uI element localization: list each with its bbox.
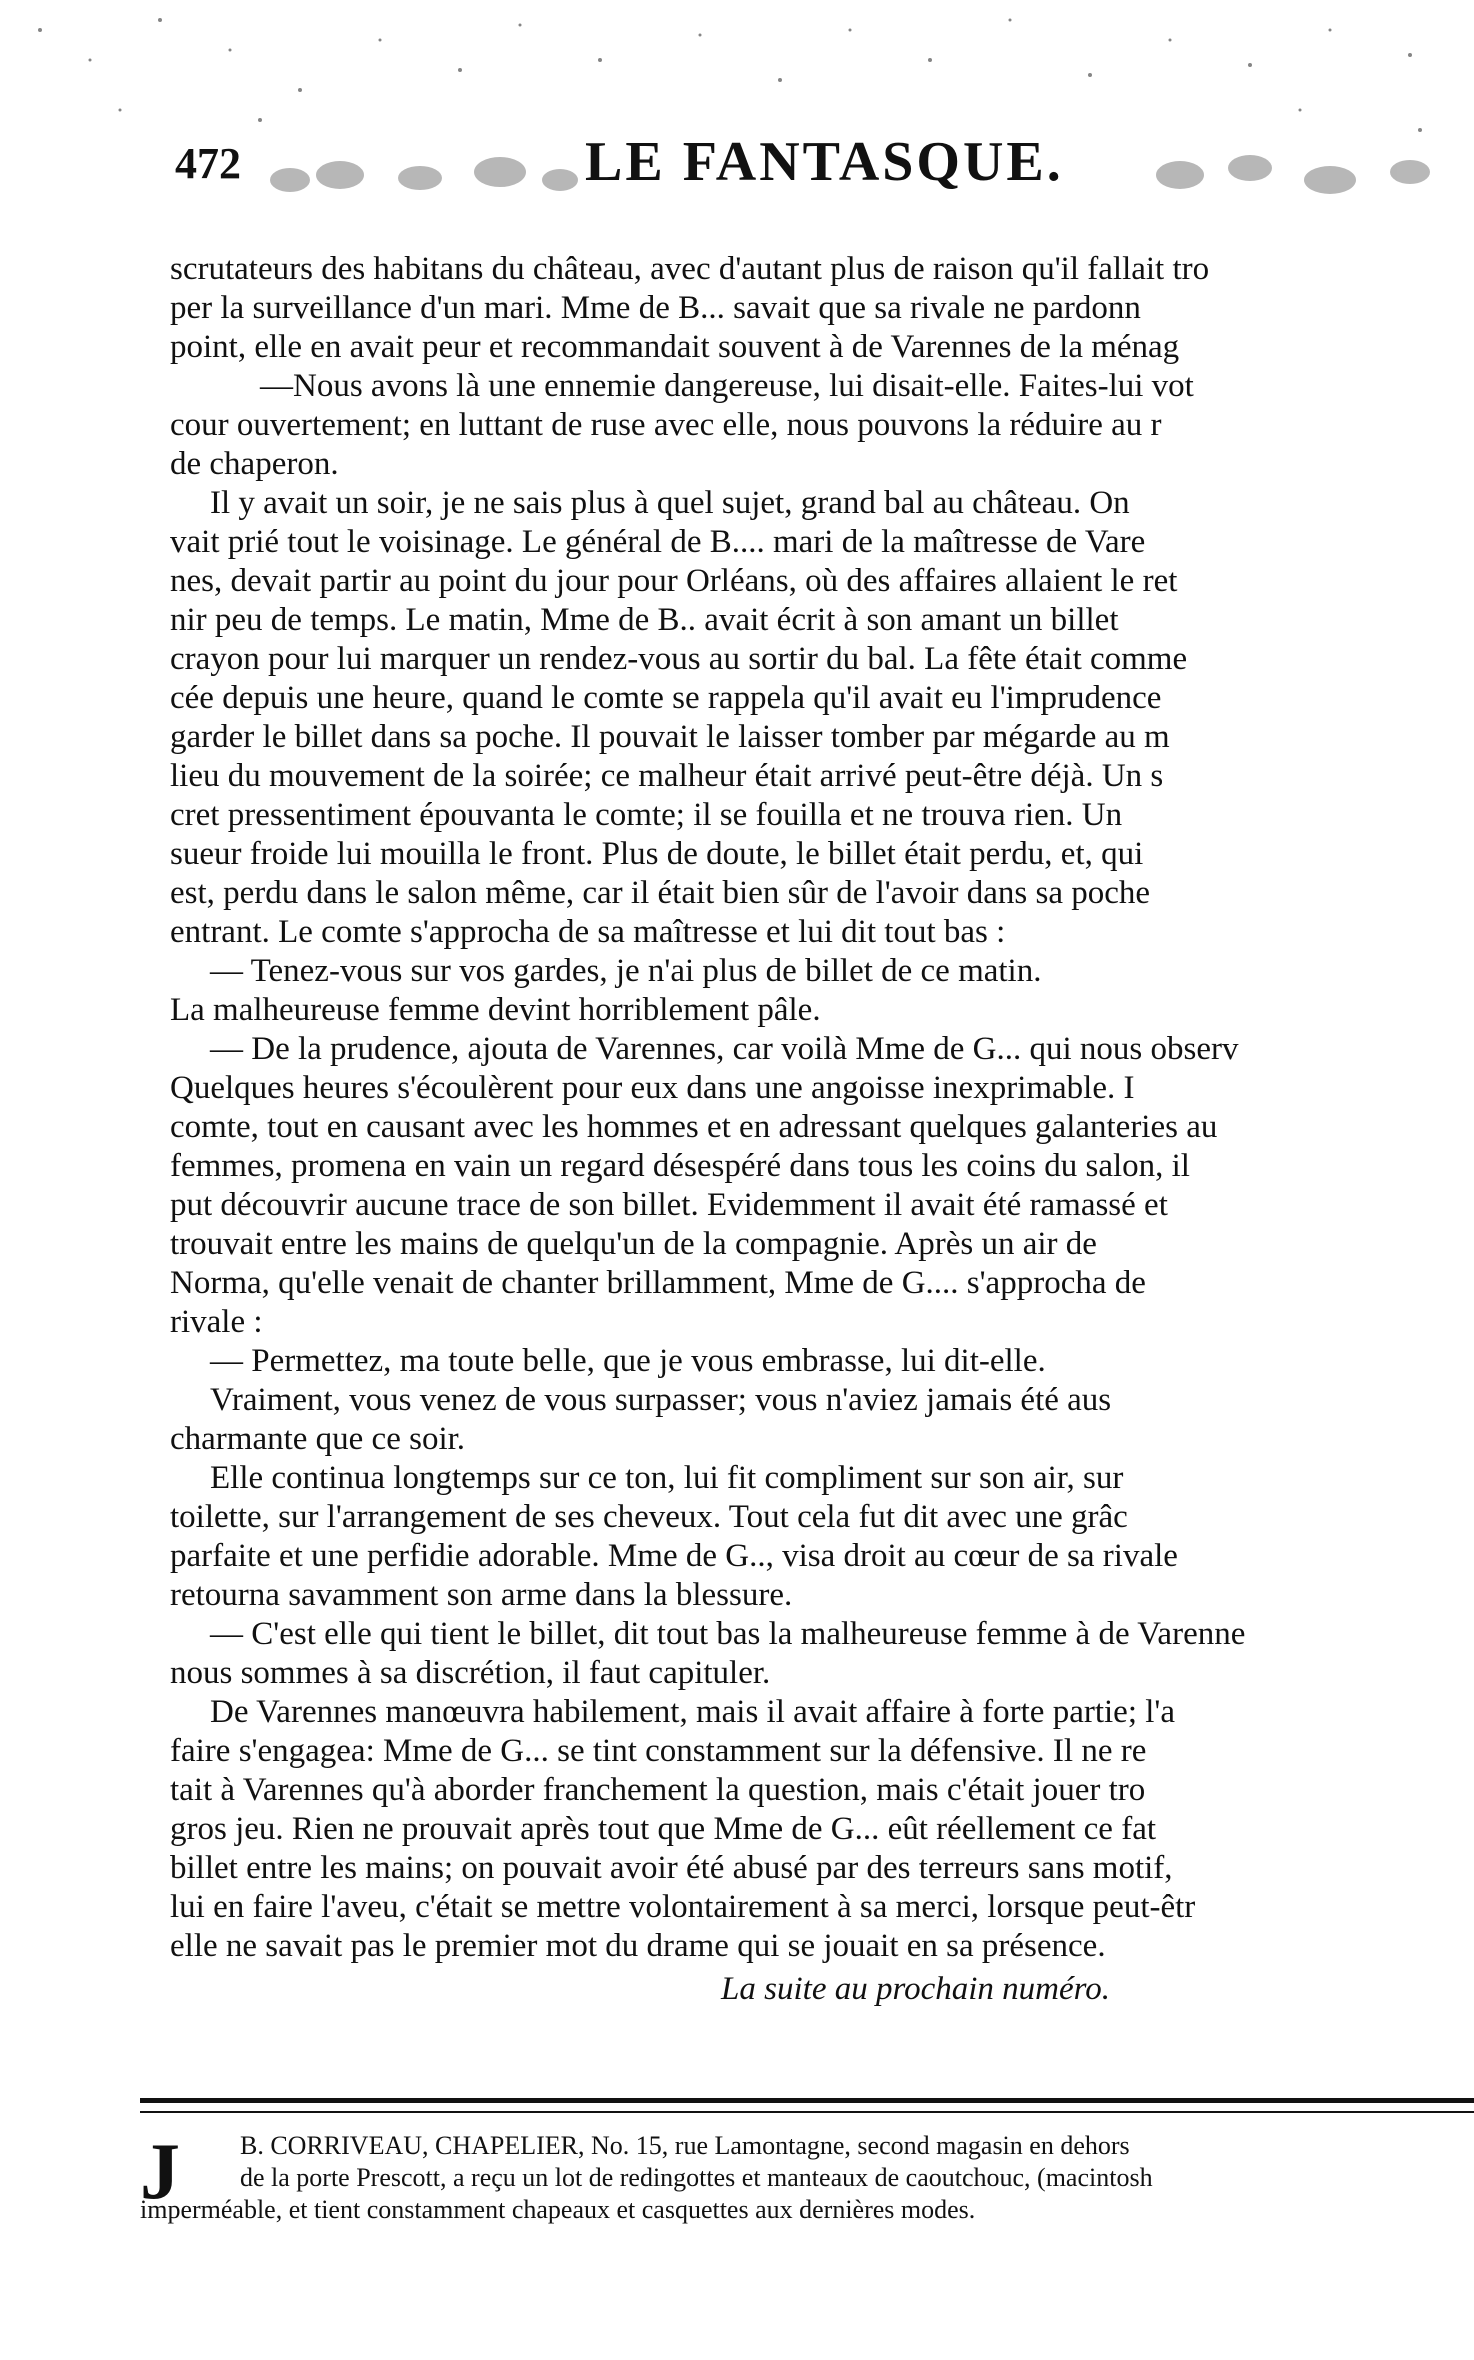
text-line: billet entre les mains; on pouvait avoir été abusé par des terreurs sans motif, [170,1850,1173,1886]
advertisement [140,2130,1474,2226]
text-line: toilette, sur l'arrangement de ses cheveux. Tout cela fut dit avec une grâc [170,1499,1128,1535]
text-line: retourna savamment son arme dans la blessure. [170,1577,793,1613]
text-line: crayon pour lui marquer un rendez-vous au sortir du bal. La fête était comme [170,641,1188,677]
text-line: comte, tout en causant avec les hommes et en adressant quelques galanteries au [170,1109,1218,1145]
text-line: trouvait entre les mains de quelqu'un de la compagnie. Après un air de [170,1226,1097,1262]
page-number: 472 [175,139,241,188]
text-line: scrutateurs des habitans du château, avec d'autant plus de raison qu'il fallait tro [170,251,1210,287]
ad-line: B. CORRIVEAU, CHAPELIER, No. 15, rue Lamontagne, second magasin en dehors [240,2131,1130,2160]
text-line: elle ne savait pas le premier mot du drame qui se jouait en sa présence. [170,1928,1106,1964]
text-line: Il y avait un soir, je ne sais plus à quel sujet, grand bal au château. On [210,485,1130,521]
text-line: cée depuis une heure, quand le comte se rappela qu'il avait eu l'imprudence [170,680,1162,716]
text-line: — De la prudence, ajouta de Varennes, car voilà Mme de G... qui nous observ [210,1031,1239,1067]
text-line: — Permettez, ma toute belle, que je vous embrasse, lui dit-elle. [210,1343,1046,1379]
text-line: cour ouvertement; en luttant de ruse avec elle, nous pouvons la réduire au r [170,407,1162,443]
text-line: nir peu de temps. Le matin, Mme de B.. avait écrit à son amant un billet [170,602,1119,638]
text-line: de chaperon. [170,446,339,482]
text-line: Quelques heures s'écoulèrent pour eux dans une angoisse inexprimable. I [170,1070,1135,1106]
article-body [170,250,1470,2009]
text-line: — C'est elle qui tient le billet, dit tout bas la malheureuse femme à de Varenne [210,1616,1246,1652]
page-header [165,130,1265,200]
text-line: lieu du mouvement de la soirée; ce malheur était arrivé peut-être déjà. Un s [170,758,1164,794]
continuation-note: La suite au prochain numéro. [721,1971,1110,2007]
text-line: est, perdu dans le salon même, car il était bien sûr de l'avoir dans sa poche [170,875,1151,911]
text-line: point, elle en avait peur et recommandait souvent à de Varennes de la ménag [170,329,1180,365]
text-line: tait à Varennes qu'à aborder franchement la question, mais c'était jouer tro [170,1772,1146,1808]
text-line: vait prié tout le voisinage. Le général de B.... mari de la maîtresse de Vare [170,524,1146,560]
text-line: faire s'engagea: Mme de G... se tint constamment sur la défensive. Il ne re [170,1733,1147,1769]
text-line: Norma, qu'elle venait de chanter brillamment, Mme de G.... s'approcha de [170,1265,1146,1301]
ad-line: de la porte Prescott, a reçu un lot de redingottes et manteaux de caoutchouc, (macintosh [240,2163,1153,2192]
text-line: lui en faire l'aveu, c'était se mettre volontairement à sa merci, lorsque peut-êtr [170,1889,1196,1925]
text-line: per la surveillance d'un mari. Mme de B... savait que sa rivale ne pardonn [170,290,1141,326]
text-line: cret pressentiment épouvanta le comte; il se fouilla et ne trouva rien. Un [170,797,1123,833]
text-line: femmes, promena en vain un regard désespéré dans tous les coins du salon, il [170,1148,1190,1184]
ad-line: imperméable, et tient constamment chapeaux et casquettes aux dernières modes. [140,2195,976,2224]
text-line: — Tenez-vous sur vos gardes, je n'ai plus de billet de ce matin. [210,953,1042,989]
text-line: La malheureuse femme devint horriblement pâle. [170,992,821,1028]
text-line: De Varennes manœuvra habilement, mais il avait affaire à forte partie; l'a [210,1694,1175,1730]
text-line: charmante que ce soir. [170,1421,466,1457]
text-line: sueur froide lui mouilla le front. Plus de doute, le billet était perdu, et, qui [170,836,1144,872]
text-line: rivale : [170,1304,263,1340]
text-line: parfaite et une perfidie adorable. Mme de G.., visa droit au cœur de sa rivale [170,1538,1178,1574]
text-line: Elle continua longtemps sur ce ton, lui fit compliment sur son air, sur [210,1460,1124,1496]
text-line: nous sommes à sa discrétion, il faut capituler. [170,1655,771,1691]
running-title: LE FANTASQUE. [585,131,1064,193]
drop-cap: J [140,2128,180,2216]
text-line: gros jeu. Rien ne prouvait après tout que Mme de G... eût réellement ce fat [170,1811,1157,1847]
text-line: —Nous avons là une ennemie dangereuse, lui disait-elle. Faites-lui vot [260,368,1194,404]
text-line: entrant. Le comte s'approcha de sa maîtresse et lui dit tout bas : [170,914,1006,950]
text-line: nes, devait partir au point du jour pour Orléans, où des affaires allaient le ret [170,563,1178,599]
section-divider [140,2098,1474,2113]
text-line: garder le billet dans sa poche. Il pouvait le laisser tomber par mégarde au m [170,719,1170,755]
text-line: put découvrir aucune trace de son billet. Evidemment il avait été ramassé et [170,1187,1168,1223]
text-line: Vraiment, vous venez de vous surpasser; vous n'aviez jamais été aus [210,1382,1112,1418]
